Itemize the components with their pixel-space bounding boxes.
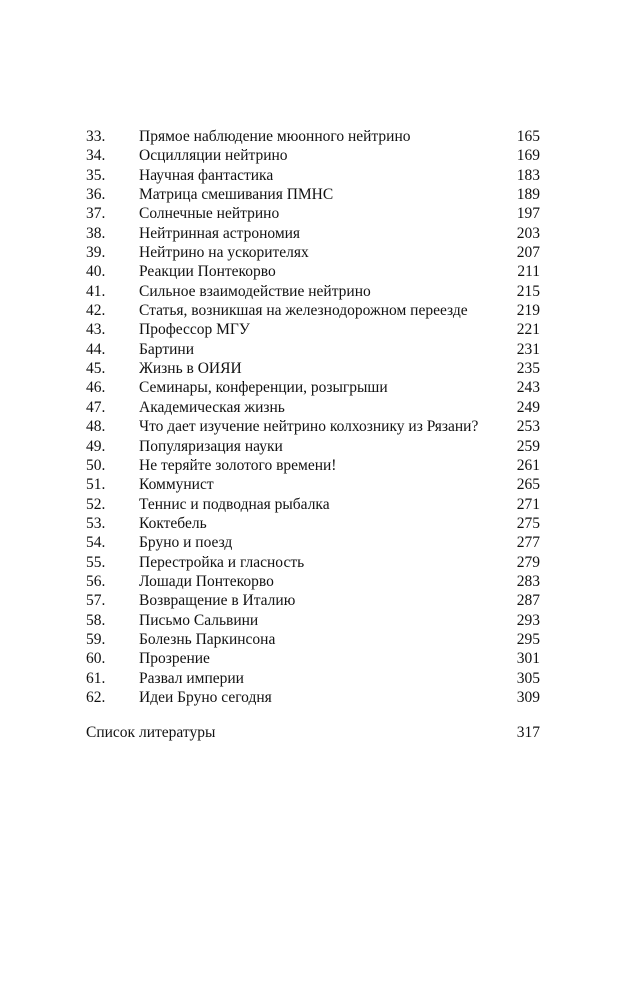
page-number: 211 [517,263,540,281]
chapter-title: Возвращение в Италию [139,592,296,610]
page-number: 283 [516,572,540,590]
chapter-title: Теннис и подводная рыбалка [139,495,330,513]
chapter-number: 46. [86,379,106,397]
chapter-number: 38. [86,224,106,242]
chapter-title: Реакции Понтекорво [139,263,276,281]
chapter-number: 45. [86,360,106,378]
toc-entry [86,359,540,378]
chapter-number: 58. [86,611,106,629]
chapter-title: Нейтринная астрономия [139,224,301,242]
chapter-number: 62. [86,688,106,706]
chapter-title: Солнечные нейтрино [139,205,280,223]
toc-entry [86,514,540,533]
toc-entry [86,533,540,552]
chapter-title: Развал империи [139,669,244,687]
chapter-number: 56. [86,572,106,590]
page-number: 235 [516,360,540,378]
page-number: 207 [516,244,540,262]
page-number: 305 [516,669,540,687]
page-number: 265 [516,476,540,494]
toc-entry [86,456,540,475]
chapter-title: Что дает изучение нейтрино колхознику из Рязани? [139,418,479,436]
toc-entry [86,591,540,610]
chapter-number: 53. [86,514,106,532]
toc-entry [86,127,540,146]
chapter-number: 42. [86,302,106,320]
chapter-number: 48. [86,418,106,436]
toc-entry [86,340,540,359]
toc-entry [86,417,540,436]
toc-entry [86,224,540,243]
toc-entry [86,320,540,339]
toc-entry [86,398,540,417]
page-number: 249 [516,398,540,416]
chapter-title: Письмо Сальвини [139,611,259,629]
page-number: 203 [516,224,540,242]
page-number: 295 [516,630,540,648]
bibliography-title: Список литературы [86,724,216,741]
page-number: 243 [516,379,540,397]
page-number: 183 [516,166,540,184]
chapter-number: 47. [86,398,106,416]
toc-entry [86,204,540,223]
toc-entry [86,262,540,281]
chapter-number: 52. [86,495,106,513]
chapter-number: 39. [86,244,106,262]
chapter-title: Жизнь в ОИЯИ [139,360,242,378]
chapter-number: 41. [86,282,106,300]
chapter-number: 40. [86,263,106,281]
toc-entry [86,688,540,707]
chapter-title: Прозрение [139,650,210,668]
page-number: 169 [516,147,540,165]
page-number: 165 [516,128,540,145]
chapter-title: Статья, возникшая на железнодорожном переезде [139,302,468,320]
chapter-number: 54. [86,534,106,552]
page-number: 271 [516,495,540,513]
toc-entry [86,649,540,668]
chapter-title: Лошади Понтекорво [139,572,274,590]
chapter-title: Научная фантастика [139,166,274,184]
chapter-title: Болезнь Паркинсона [139,630,276,648]
page-number: 215 [516,282,540,300]
chapter-title: Популяризация науки [139,437,283,455]
chapter-number: 55. [86,553,106,571]
chapter-title: Сильное взаимодействие нейтрино [139,282,371,300]
chapter-title: Матрица смешивания ПМНС [139,186,334,204]
toc-entry [86,243,540,262]
page-number: 189 [516,186,540,204]
page-number: 259 [516,437,540,455]
toc-entry [86,630,540,649]
toc-entry [86,378,540,397]
page-number: 275 [516,514,540,532]
chapter-number: 60. [86,650,106,668]
toc-entry [86,301,540,320]
page-number: 293 [516,611,540,629]
page-number: 231 [516,340,540,358]
toc-entry [86,475,540,494]
chapter-number: 36. [86,186,106,204]
toc-entry [86,282,540,301]
chapter-title: Перестройка и гласность [139,553,305,571]
page-number: 277 [516,534,540,552]
chapter-number: 49. [86,437,106,455]
chapter-title: Академическая жизнь [139,398,285,416]
chapter-title: Нейтрино на ускорителях [139,244,309,262]
chapter-title: Семинары, конференции, розыгрыши [139,379,388,397]
chapter-number: 57. [86,592,106,610]
page-number: 253 [516,418,540,436]
table-of-contents [86,127,540,707]
page-number: 279 [516,553,540,571]
chapter-title: Коммунист [139,476,214,494]
chapter-number: 37. [86,205,106,223]
page-number: 221 [516,321,540,339]
toc-entry [86,437,540,456]
bibliography-entry [86,723,540,742]
toc-entry [86,166,540,185]
chapter-number: 33. [86,128,106,145]
chapter-number: 35. [86,166,106,184]
chapter-number: 61. [86,669,106,687]
toc-entry [86,185,540,204]
toc-entry [86,495,540,514]
chapter-title: Бруно и поезд [139,534,233,552]
page-number: 309 [516,688,540,706]
page-number: 219 [516,302,540,320]
page-number: 287 [516,592,540,610]
page-number: 301 [516,650,540,668]
chapter-number: 44. [86,340,106,358]
chapter-number: 43. [86,321,106,339]
chapter-title: Профессор МГУ [139,321,250,339]
page-number: 197 [516,205,540,223]
chapter-title: Бартини [139,340,194,358]
chapter-title: Не теряйте золотого времени! [139,456,337,474]
toc-entry [86,611,540,630]
toc-entry [86,572,540,591]
chapter-title: Осцилляции нейтрино [139,147,288,165]
chapter-title: Идеи Бруно сегодня [139,688,272,706]
bibliography-page-number: 317 [516,724,540,741]
toc-entry [86,553,540,572]
chapter-title: Прямое наблюдение мюонного нейтрино [139,128,411,145]
toc-entry [86,146,540,165]
chapter-title: Коктебель [139,514,207,532]
chapter-number: 50. [86,456,106,474]
chapter-number: 34. [86,147,106,165]
chapter-number: 59. [86,630,106,648]
page-number: 261 [516,456,540,474]
chapter-number: 51. [86,476,106,494]
toc-entry [86,669,540,688]
